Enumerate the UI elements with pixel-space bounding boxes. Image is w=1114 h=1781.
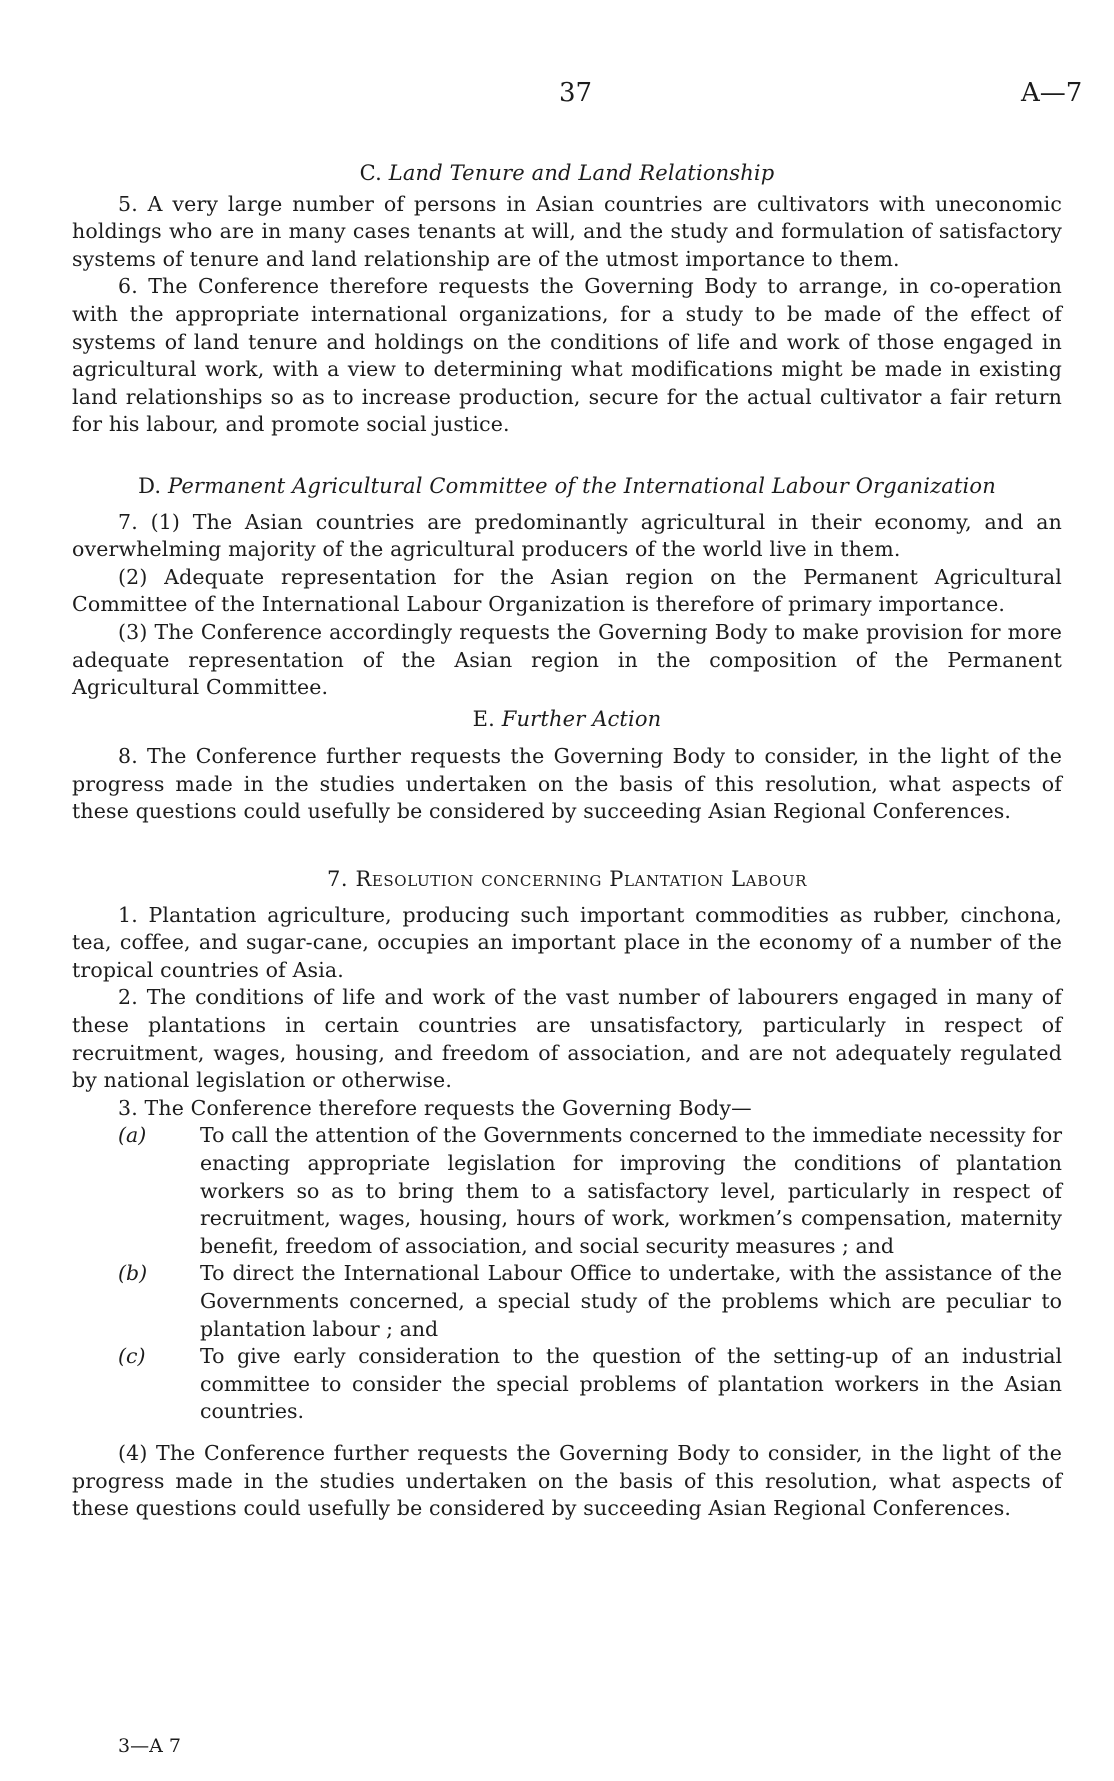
paragraph-7-1: 7. (1) The Asian countries are predominantly agricultural in their economy, and an overwhelming majority of the agricultural producers of the world live in them. [72, 509, 1062, 562]
resolution-paragraph-3: 3. The Conference therefore requests the Governing Body— [118, 1095, 752, 1120]
document-reference: A—7 [1021, 78, 1083, 108]
section-c-letter: C. [359, 161, 382, 185]
list-text-a: To call the attention of the Governments concerned to the immediate necessity for enacting appropriate legislation for improving the conditions of plantation workers so as to bring them to a satisfactory level, particularly in respect of recruitment, wages, housing, hours of work, workmen’s compensation, maternity benefit, freedom of association, and social security measures ; and [200, 1123, 1062, 1258]
list-item-a [72, 1122, 1062, 1260]
list-text-b: To direct the International Labour Office to undertake, with the assistance of the Governments concerned, a special study of the problems which are peculiar to plantation labour ; and [200, 1261, 1062, 1341]
section-d-heading [72, 473, 1062, 501]
paragraph-6: 6. The Conference therefore requests the Governing Body to arrange, in co-operation with the appropriate international organizations, for a study to be made of the effect of systems of land tenure and holdings on the conditions of life and work of those engaged in agricultural work, with a view to determining what modifications might be made in existing land relationships so as to increase production, secure for the actual cultivator a fair return for his labour, and promote social justice. [72, 274, 1062, 437]
list-text-c: To give early consideration to the question of the setting-up of an industrial committee to consider the special problems of plantation workers in the Asian countries. [200, 1344, 1062, 1424]
paragraph-5: 5. A very large number of persons in Asian countries are cultivators with uneconomic holdings who are in many cases tenants at will, and the study and formulation of satisfactory systems of tenure and land relationship are of the utmost importance to them. [72, 191, 1062, 271]
page-body [72, 160, 1062, 1523]
section-c-title: Land Tenure and Land Relationship [388, 161, 775, 185]
list-item-c [72, 1343, 1062, 1426]
paragraph-8: 8. The Conference further requests the Governing Body to consider, in the light of the progress made in the studies undertaken on the basis of this resolution, what aspects of these questions could usefully be considered by succeeding Asian Regional Conferences. [72, 744, 1062, 824]
section-c-heading [72, 160, 1062, 188]
printer-signature: 3—A 7 [118, 1735, 181, 1757]
section-d-letter: D. [138, 473, 162, 498]
paragraph-7-2: (2) Adequate representation for the Asian region on the Permanent Agricultural Committee of the International Labour Organization is therefore of primary importance. [72, 564, 1062, 617]
list-label-a: (a) [118, 1123, 147, 1148]
resolution-paragraph-2: 2. The conditions of life and work of the vast number of labourers engaged in many of these plantations in certain countries are unsatisfactory, particularly in respect of recruitment, wages, housing, and freedom of association, and are not adequately regulated by national legislation or otherwise. [72, 985, 1062, 1093]
section-e-letter: E. [472, 706, 495, 731]
resolution-paragraph-1: 1. Plantation agriculture, producing such important commodities as rubber, cinchona, tea, coffee, and sugar-cane, occupies an important place in the economy of a number of the tropical countries of Asia. [72, 902, 1062, 982]
section-e-heading [72, 706, 1062, 734]
list-label-b: (b) [118, 1261, 148, 1286]
resolution-paragraph-4: (4) The Conference further requests the Governing Body to consider, in the light of the progress made in the studies undertaken on the basis of this resolution, what aspects of these questions could usefully be considered by succeeding Asian Regional Conferences. [72, 1440, 1062, 1521]
paragraph-7-3: (3) The Conference accordingly requests the Governing Body to make provision for more adequate representation of the Asian region in the composition of the Permanent Agricultural Committee. [72, 619, 1062, 700]
page-number: 37 [559, 78, 593, 108]
section-e-title: Further Action [501, 706, 662, 731]
resolution-7-heading: 7. Resolution concerning Plantation Labour [326, 867, 808, 892]
list-item-b [72, 1260, 1062, 1343]
section-d-title: Permanent Agricultural Committee of the International Labour Organization [168, 473, 996, 498]
list-label-c: (c) [118, 1344, 146, 1369]
